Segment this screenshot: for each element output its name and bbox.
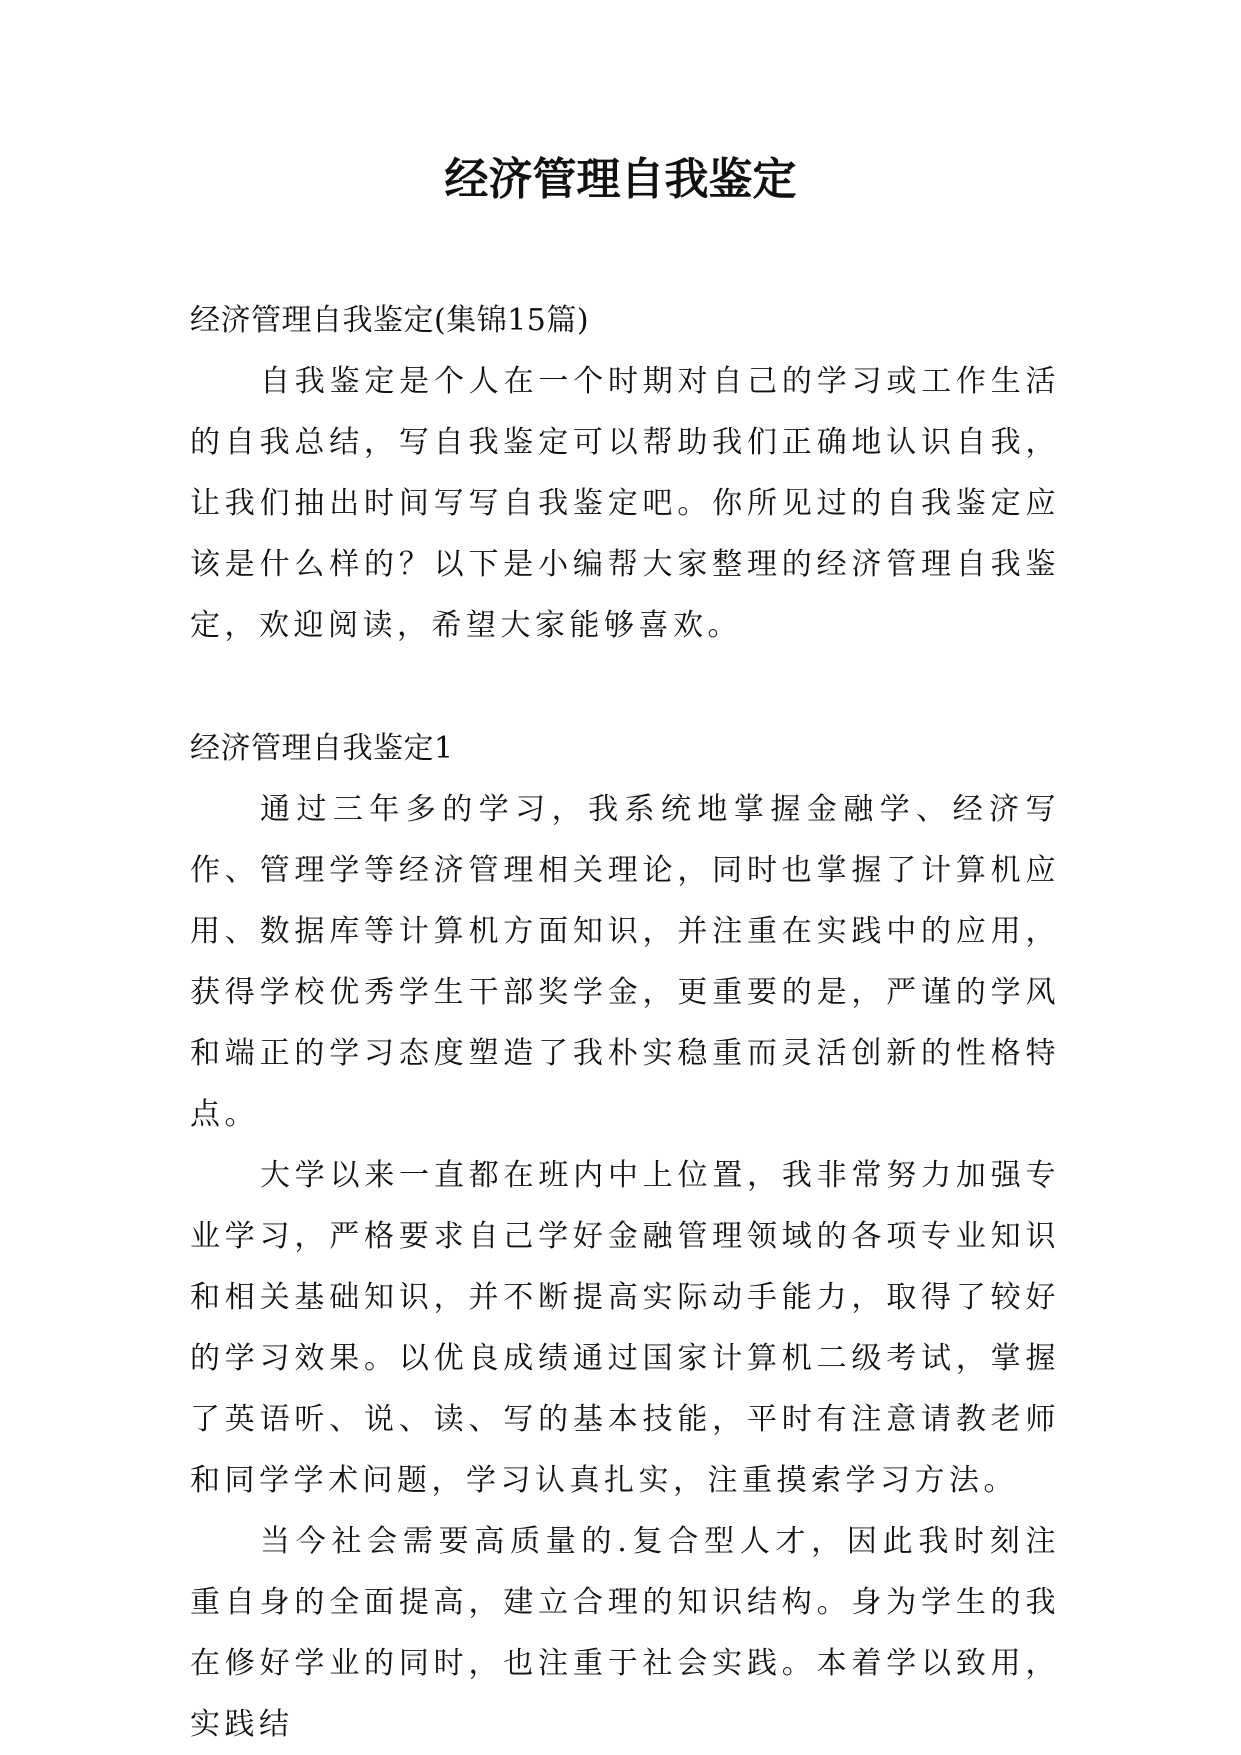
document-subtitle: 经济管理自我鉴定(集锦15篇) [190,303,590,338]
body-paragraph: 大学以来一直都在班内中上位置，我非常努力加强专业学习，严格要求自己学好金融管理领域的各项专业知识和相关基础知识，并不断提高实际动手能力，取得了较好的学习效果。以优良成绩通过国家计算机二级考试，掌握了英语听、说、读、写的基本技能，平时有注意请教老师和同学学术问题，学习认真扎实，注重摸索学习方法。 [190,1158,1060,1498]
section-heading: 经济管理自我鉴定1 [190,731,454,766]
body-paragraph: 通过三年多的学习，我系统地掌握金融学、经济写作、管理学等经济管理相关理论，同时也掌握了计算机应用、数据库等计算机方面知识，并注重在实践中的应用，获得学校优秀学生干部奖学金，更重要的是，严谨的学风和端正的学习态度塑造了我朴实稳重而灵活创新的性格特点。 [190,792,1060,1132]
document-title: 经济管理自我鉴定 [444,154,797,205]
document-body [190,290,1060,1755]
body-paragraph: 当今社会需要高质量的.复合型人才，因此我时刻注重自身的全面提高，建立合理的知识结构。身为学生的我在修好学业的同时，也注重于社会实践。本着学以致用，实践结 [190,1524,1060,1742]
intro-paragraph: 自我鉴定是个人在一个时期对自己的学习或工作生活的自我总结，写自我鉴定可以帮助我们正确地认识自我，让我们抽出时间写写自我鉴定吧。你所见过的自我鉴定应该是什么样的？以下是小编帮大家整理的经济管理自我鉴定，欢迎阅读，希望大家能够喜欢。 [190,364,1060,643]
section-spacer [190,656,1060,718]
